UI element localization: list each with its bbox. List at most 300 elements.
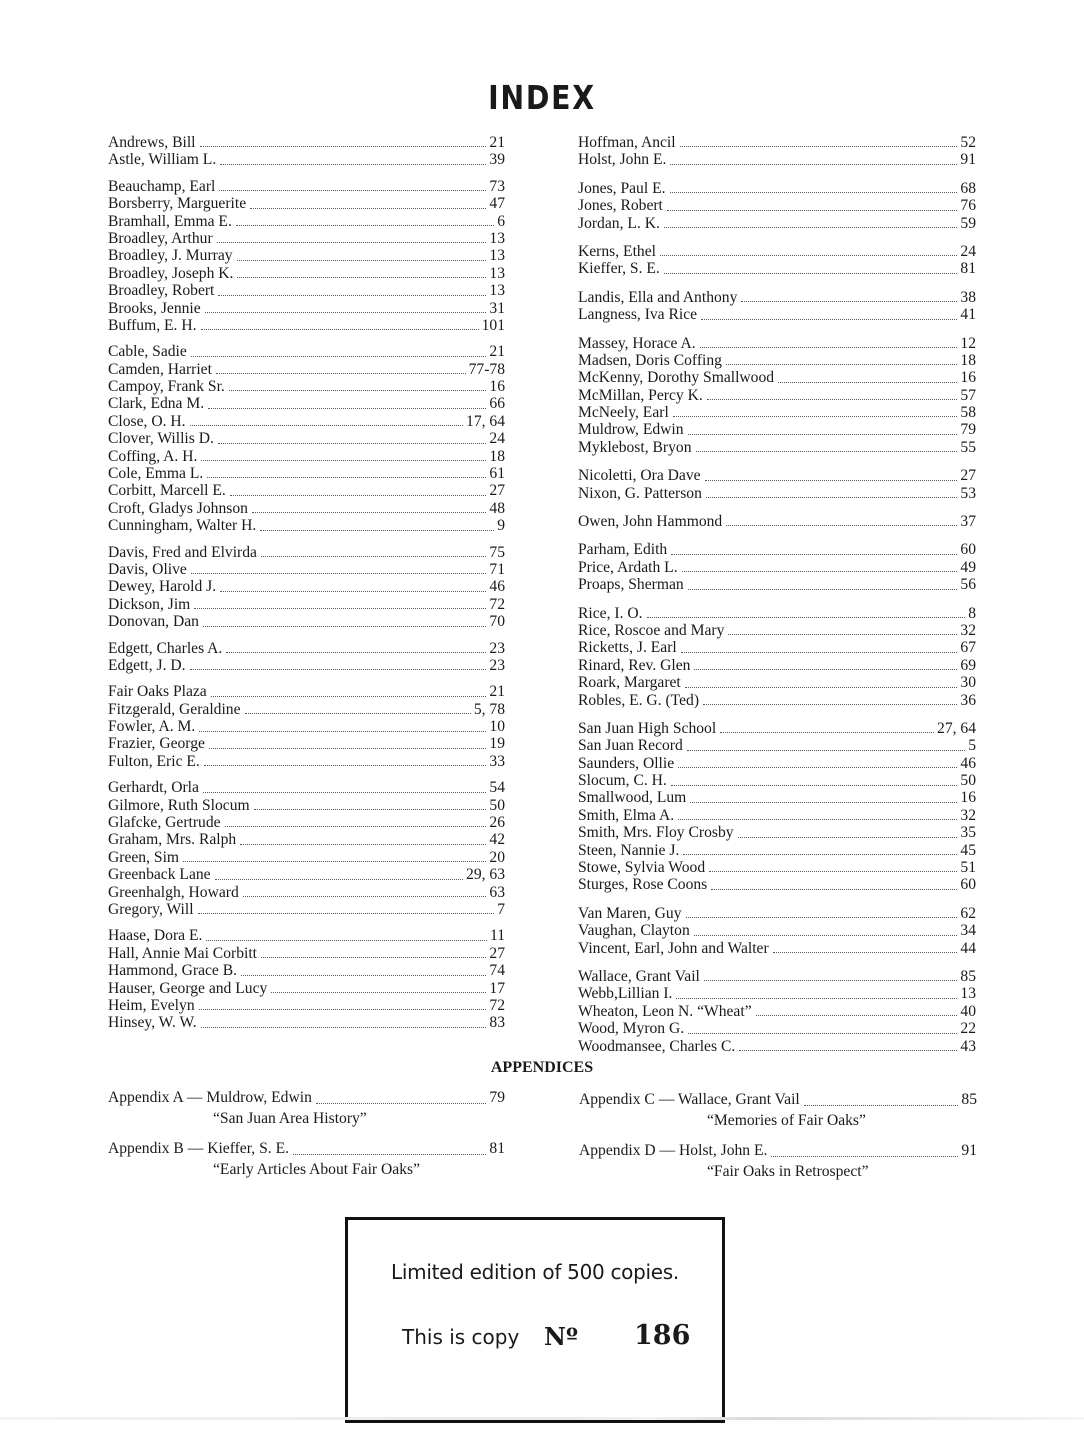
index-entry-page: 17, 64 bbox=[466, 412, 505, 430]
index-entry bbox=[578, 439, 976, 456]
index-entry bbox=[108, 413, 505, 430]
index-entry bbox=[578, 639, 976, 656]
index-entry bbox=[578, 289, 976, 306]
dot-leader bbox=[205, 312, 487, 313]
index-entry-name: Broadley, Arthur bbox=[108, 229, 213, 247]
dot-leader bbox=[694, 935, 958, 936]
dot-leader bbox=[739, 1050, 957, 1051]
index-entry bbox=[108, 300, 505, 317]
index-entry-page: 54 bbox=[489, 779, 505, 797]
index-letter-group bbox=[578, 134, 976, 169]
index-entry-name: Fair Oaks Plaza bbox=[108, 683, 207, 701]
index-entry-page: 23 bbox=[489, 639, 505, 657]
index-entry-name: Roark, Margaret bbox=[578, 674, 681, 692]
dot-leader bbox=[707, 399, 958, 400]
index-entry bbox=[578, 842, 976, 859]
appendix-entry bbox=[108, 1088, 505, 1108]
dot-leader bbox=[208, 408, 486, 409]
index-entry-name: Smith, Mrs. Floy Crosby bbox=[578, 824, 734, 842]
index-entry-name: Wallace, Grant Vail bbox=[578, 968, 700, 985]
dot-leader bbox=[241, 975, 486, 976]
dot-leader bbox=[237, 277, 486, 278]
dot-leader bbox=[200, 146, 487, 147]
index-entry-page: 29, 63 bbox=[466, 866, 505, 884]
index-entry-page: 33 bbox=[489, 752, 505, 770]
index-entry bbox=[108, 718, 505, 735]
index-entry-page: 50 bbox=[489, 796, 505, 814]
index-entry-name: Jordan, L. K. bbox=[578, 214, 660, 232]
dot-leader bbox=[704, 980, 958, 981]
index-entry-name: Edgett, Charles A. bbox=[108, 639, 223, 657]
dot-leader bbox=[206, 940, 487, 941]
index-entry-page: 8 bbox=[968, 604, 976, 622]
index-entry-name: Davis, Olive bbox=[108, 560, 187, 578]
dot-leader bbox=[220, 164, 486, 165]
index-entry bbox=[108, 657, 505, 674]
index-letter-group bbox=[108, 178, 505, 335]
index-entry-page: 56 bbox=[960, 576, 976, 594]
index-entry-page: 91 bbox=[960, 151, 976, 169]
index-entry-page: 67 bbox=[960, 639, 976, 657]
index-letter-group bbox=[578, 513, 976, 530]
dot-leader bbox=[685, 687, 958, 688]
appendix-entry bbox=[579, 1090, 977, 1110]
dot-leader bbox=[183, 861, 486, 862]
dot-leader bbox=[804, 1105, 959, 1106]
index-entry-name: Proaps, Sherman bbox=[578, 576, 684, 594]
index-entry-name: Stowe, Sylvia Wood bbox=[578, 859, 706, 877]
dot-leader bbox=[678, 819, 957, 820]
index-entry-name: Broadley, J. Murray bbox=[108, 247, 233, 265]
index-entry-page: 76 bbox=[960, 197, 976, 215]
dot-leader bbox=[209, 748, 486, 749]
dot-leader bbox=[703, 704, 957, 705]
appendix-c bbox=[579, 1090, 977, 1132]
index-entry-name: Hall, Annie Mai Corbitt bbox=[108, 944, 257, 962]
dot-leader bbox=[671, 554, 957, 555]
dot-leader bbox=[191, 573, 487, 574]
index-entry-page: 69 bbox=[960, 656, 976, 674]
index-entry bbox=[578, 260, 976, 277]
dot-leader bbox=[771, 1156, 958, 1157]
index-entry bbox=[108, 736, 505, 753]
index-letter-group bbox=[108, 779, 505, 918]
index-entry bbox=[578, 215, 976, 232]
dot-leader bbox=[215, 879, 463, 880]
index-entry-name: Cable, Sadie bbox=[108, 343, 187, 361]
index-entry-name: Parham, Edith bbox=[578, 541, 668, 559]
index-entry bbox=[578, 876, 976, 893]
index-entry bbox=[578, 940, 976, 957]
index-entry-page: 16 bbox=[960, 789, 976, 807]
index-entry-page: 79 bbox=[960, 421, 976, 439]
index-entry bbox=[578, 968, 976, 985]
dot-leader bbox=[726, 364, 957, 365]
index-entry bbox=[108, 448, 505, 465]
dot-leader bbox=[230, 495, 487, 496]
dot-leader bbox=[236, 225, 494, 226]
index-entry-page: 77-78 bbox=[468, 360, 505, 378]
index-entry-name: Slocum, C. H. bbox=[578, 772, 667, 790]
index-entry bbox=[108, 500, 505, 517]
index-entry-name: San Juan Record bbox=[578, 737, 683, 755]
index-entry-name: Saunders, Ollie bbox=[578, 754, 675, 772]
index-entry-page: 16 bbox=[960, 369, 976, 387]
index-entry-page: 30 bbox=[960, 674, 976, 692]
dot-leader bbox=[293, 1154, 486, 1155]
index-entry bbox=[578, 151, 976, 168]
index-entry-name: Brooks, Jennie bbox=[108, 299, 201, 317]
index-entry bbox=[578, 387, 976, 404]
index-entry bbox=[578, 605, 976, 622]
index-entry-page: 11 bbox=[489, 927, 505, 945]
index-entry-name: Steen, Nannie J. bbox=[578, 841, 680, 859]
dot-leader bbox=[728, 634, 957, 635]
index-entry bbox=[578, 859, 976, 876]
dot-leader bbox=[198, 913, 495, 914]
index-entry-page: 70 bbox=[489, 613, 505, 631]
appendix-label: Appendix B — Kieffer, S. E. bbox=[108, 1140, 289, 1157]
dot-leader bbox=[229, 390, 487, 391]
index-entry bbox=[108, 1014, 505, 1031]
index-entry bbox=[578, 674, 976, 691]
appendix-subtitle: “Fair Oaks in Retrospect” bbox=[707, 1163, 869, 1180]
dot-leader bbox=[261, 957, 486, 958]
dot-leader bbox=[700, 347, 958, 348]
index-entry-name: Cole, Emma L. bbox=[108, 465, 204, 483]
index-entry-page: 20 bbox=[489, 848, 505, 866]
index-entry-page: 9 bbox=[497, 517, 505, 535]
index-entry bbox=[578, 755, 976, 772]
index-entry-page: 50 bbox=[960, 772, 976, 790]
index-entry bbox=[578, 197, 976, 214]
dot-leader bbox=[260, 530, 494, 531]
dot-leader bbox=[201, 460, 486, 461]
index-entry bbox=[578, 404, 976, 421]
index-entry-page: 34 bbox=[960, 922, 976, 940]
index-entry-page: 43 bbox=[960, 1037, 976, 1055]
dot-leader bbox=[243, 896, 487, 897]
dot-leader bbox=[190, 425, 463, 426]
index-entry bbox=[108, 945, 505, 962]
dot-leader bbox=[664, 273, 958, 274]
index-entry bbox=[108, 482, 505, 499]
index-entry bbox=[108, 282, 505, 299]
dot-leader bbox=[226, 652, 486, 653]
index-entry bbox=[108, 997, 505, 1014]
index-entry-page: 48 bbox=[489, 499, 505, 517]
dot-leader bbox=[738, 837, 958, 838]
dot-leader bbox=[667, 210, 958, 211]
dot-leader bbox=[705, 480, 958, 481]
index-entry bbox=[108, 683, 505, 700]
index-letter-group bbox=[108, 544, 505, 631]
index-entry bbox=[578, 1003, 976, 1020]
index-entry bbox=[578, 541, 976, 558]
appendix-page: 81 bbox=[489, 1140, 505, 1157]
index-entry-page: 46 bbox=[489, 578, 505, 596]
index-entry bbox=[108, 430, 505, 447]
dot-leader bbox=[218, 295, 486, 296]
index-entry-page: 85 bbox=[960, 968, 976, 985]
index-entry-page: 12 bbox=[960, 334, 976, 352]
index-entry-name: Massey, Horace A. bbox=[578, 334, 696, 352]
index-entry-page: 60 bbox=[960, 876, 976, 894]
index-entry-name: Hauser, George and Lucy bbox=[108, 979, 268, 997]
dot-leader bbox=[711, 889, 957, 890]
index-entry-name: Cunningham, Walter H. bbox=[108, 517, 257, 535]
index-entry-name: Edgett, J. D. bbox=[108, 656, 186, 674]
index-entry-page: 13 bbox=[489, 229, 505, 247]
index-entry-name: Donovan, Dan bbox=[108, 613, 199, 631]
index-entry-name: McNeely, Earl bbox=[578, 404, 669, 422]
index-entry-page: 75 bbox=[489, 543, 505, 561]
index-letter-group bbox=[578, 720, 976, 894]
index-entry bbox=[108, 517, 505, 534]
index-entry-page: 40 bbox=[960, 1002, 976, 1020]
dot-leader bbox=[671, 785, 958, 786]
index-entry-name: Jones, Robert bbox=[578, 197, 663, 215]
index-entry-page: 24 bbox=[960, 242, 976, 260]
index-entry bbox=[578, 807, 976, 824]
index-entry-page: 61 bbox=[489, 465, 505, 483]
dot-leader bbox=[773, 952, 958, 953]
dot-leader bbox=[199, 1009, 487, 1010]
copy-label: This is copy bbox=[402, 1325, 520, 1349]
appendix-label: Appendix A — Muldrow, Edwin bbox=[108, 1089, 312, 1106]
index-entry bbox=[108, 343, 505, 360]
dot-leader bbox=[756, 1015, 958, 1016]
dot-leader bbox=[688, 589, 958, 590]
index-letter-group bbox=[578, 243, 976, 278]
dot-leader bbox=[261, 556, 486, 557]
index-entry bbox=[578, 467, 976, 484]
appendix-subtitle: “San Juan Area History” bbox=[213, 1110, 367, 1127]
index-entry bbox=[108, 884, 505, 901]
index-entry-name: Langness, Iva Rice bbox=[578, 306, 698, 324]
index-entry-name: Price, Ardath L. bbox=[578, 558, 678, 576]
index-entry bbox=[108, 561, 505, 578]
index-entry-page: 7 bbox=[497, 901, 505, 918]
dot-leader bbox=[201, 1027, 487, 1028]
index-entry-page: 23 bbox=[489, 656, 505, 674]
index-entry bbox=[108, 578, 505, 595]
dot-leader bbox=[191, 356, 487, 357]
index-entry-page: 6 bbox=[497, 212, 505, 230]
index-letter-group bbox=[578, 180, 976, 232]
index-entry-name: McMillan, Percy K. bbox=[578, 386, 703, 404]
index-entry-page: 17 bbox=[489, 979, 505, 997]
index-entry bbox=[108, 901, 505, 918]
page-title: INDEX bbox=[488, 78, 596, 117]
appendix-page: 85 bbox=[961, 1091, 977, 1108]
index-entry-page: 32 bbox=[960, 621, 976, 639]
dot-leader bbox=[218, 443, 487, 444]
index-letter-group bbox=[108, 683, 505, 770]
index-entry-name: Beauchamp, Earl bbox=[108, 177, 216, 195]
index-entry-name: Landis, Ella and Anthony bbox=[578, 288, 738, 306]
index-entry bbox=[108, 151, 505, 168]
index-letter-group bbox=[578, 467, 976, 502]
appendix-entry bbox=[108, 1139, 505, 1159]
index-entry bbox=[578, 657, 976, 674]
index-entry bbox=[578, 352, 976, 369]
index-entry bbox=[108, 779, 505, 796]
index-entry bbox=[108, 613, 505, 630]
appendices-heading: APPENDICES bbox=[490, 1059, 594, 1076]
index-letter-group bbox=[578, 905, 976, 957]
index-entry-page: 21 bbox=[489, 343, 505, 361]
index-entry-name: McKenny, Dorothy Smallwood bbox=[578, 369, 775, 387]
dot-leader bbox=[647, 617, 966, 618]
index-entry-page: 27, 64 bbox=[937, 719, 976, 737]
dot-leader bbox=[683, 854, 957, 855]
index-entry bbox=[108, 544, 505, 561]
index-entry-name: Jones, Paul E. bbox=[578, 179, 666, 197]
index-entry-page: 18 bbox=[489, 447, 505, 465]
index-entry bbox=[108, 797, 505, 814]
index-entry-name: Camden, Harriet bbox=[108, 360, 212, 378]
index-entry-page: 16 bbox=[489, 378, 505, 396]
index-entry-name: Croft, Gladys Johnson bbox=[108, 499, 248, 517]
index-entry bbox=[108, 361, 505, 378]
edition-statement: Limited edition of 500 copies. bbox=[391, 1260, 679, 1284]
index-entry bbox=[108, 134, 505, 151]
index-entry-name: Gregory, Will bbox=[108, 901, 194, 918]
index-entry-name: Greenback Lane bbox=[108, 866, 211, 884]
index-entry-page: 27 bbox=[489, 482, 505, 500]
dot-leader bbox=[250, 208, 486, 209]
index-entry bbox=[578, 243, 976, 260]
index-entry-name: Woodmansee, Charles C. bbox=[578, 1037, 736, 1055]
index-entry-page: 58 bbox=[960, 404, 976, 422]
index-entry-page: 35 bbox=[960, 824, 976, 842]
dot-leader bbox=[741, 301, 957, 302]
index-entry bbox=[108, 395, 505, 412]
index-entry-name: Hinsey, W. W. bbox=[108, 1014, 197, 1032]
dot-leader bbox=[203, 792, 486, 793]
appendix-a bbox=[108, 1088, 505, 1130]
dot-leader bbox=[778, 382, 957, 383]
scan-edge bbox=[0, 1417, 1084, 1420]
index-entry-name: Nicoletti, Ora Dave bbox=[578, 467, 701, 485]
index-entry bbox=[578, 692, 976, 709]
index-entry-name: Glafcke, Gertrude bbox=[108, 814, 221, 832]
index-entry bbox=[578, 985, 976, 1002]
dot-leader bbox=[670, 164, 957, 165]
index-entry-name: Davis, Fred and Elvirda bbox=[108, 543, 257, 561]
index-entry-name: Dickson, Jim bbox=[108, 595, 191, 613]
index-entry-name: Fulton, Eric E. bbox=[108, 752, 200, 770]
dot-leader bbox=[701, 319, 957, 320]
index-entry-page: 41 bbox=[960, 306, 976, 324]
index-entry-name: Myklebost, Bryon bbox=[578, 438, 692, 456]
index-entry-name: Smallwood, Lum bbox=[578, 789, 687, 807]
index-entry bbox=[108, 265, 505, 282]
dot-leader bbox=[254, 809, 487, 810]
index-entry bbox=[108, 178, 505, 195]
dot-leader bbox=[680, 146, 958, 147]
index-entry-name: Astle, William L. bbox=[108, 151, 217, 169]
index-entry-name: Rice, Roscoe and Mary bbox=[578, 621, 725, 639]
index-entry-page: 31 bbox=[489, 299, 505, 317]
index-entry-name: Nixon, G. Patterson bbox=[578, 484, 702, 502]
index-column-left bbox=[108, 134, 505, 1041]
index-entry-page: 32 bbox=[960, 806, 976, 824]
dot-leader bbox=[216, 373, 466, 374]
index-entry-page: 13 bbox=[489, 264, 505, 282]
index-entry bbox=[108, 849, 505, 866]
index-entry bbox=[578, 559, 976, 576]
dot-leader bbox=[237, 260, 487, 261]
dot-leader bbox=[190, 669, 487, 670]
index-letter-group bbox=[108, 343, 505, 534]
index-entry bbox=[108, 831, 505, 848]
index-entry bbox=[578, 421, 976, 438]
index-entry bbox=[578, 306, 976, 323]
index-entry-name: Gerhardt, Orla bbox=[108, 779, 199, 797]
index-entry-name: Holst, John E. bbox=[578, 151, 667, 169]
index-entry-name: Vaughan, Clayton bbox=[578, 922, 690, 940]
index-entry bbox=[578, 1038, 976, 1055]
appendix-subtitle: “Memories of Fair Oaks” bbox=[707, 1112, 866, 1129]
index-entry-name: Kerns, Ethel bbox=[578, 242, 656, 260]
index-entry-name: Broadley, Joseph K. bbox=[108, 264, 234, 282]
dot-leader bbox=[696, 451, 958, 452]
index-entry bbox=[108, 814, 505, 831]
index-entry-name: Gilmore, Ruth Slocum bbox=[108, 796, 250, 814]
index-entry-page: 71 bbox=[489, 560, 505, 578]
appendix-entry bbox=[579, 1141, 977, 1161]
index-entry-name: Ricketts, J. Earl bbox=[578, 639, 677, 657]
number-sign: Nº bbox=[544, 1322, 578, 1351]
index-entry bbox=[108, 980, 505, 997]
index-entry-page: 13 bbox=[489, 282, 505, 300]
index-entry bbox=[108, 213, 505, 230]
index-entry-page: 26 bbox=[489, 814, 505, 832]
index-letter-group bbox=[578, 289, 976, 324]
index-entry-name: San Juan High School bbox=[578, 719, 717, 737]
index-entry-name: Corbitt, Marcell E. bbox=[108, 482, 226, 500]
index-entry bbox=[108, 701, 505, 718]
dot-leader bbox=[225, 826, 487, 827]
dot-leader bbox=[690, 802, 957, 803]
dot-leader bbox=[194, 608, 486, 609]
copy-number: 186 bbox=[634, 1320, 691, 1351]
appendix-page: 91 bbox=[961, 1142, 977, 1159]
index-entry-page: 57 bbox=[960, 386, 976, 404]
index-entry-name: Heim, Evelyn bbox=[108, 996, 195, 1014]
index-entry-name: Broadley, Robert bbox=[108, 282, 215, 300]
index-entry bbox=[108, 596, 505, 613]
limited-edition-box bbox=[345, 1217, 725, 1423]
dot-leader bbox=[726, 525, 957, 526]
dot-leader bbox=[207, 477, 486, 478]
index-entry-name: Rice, I. O. bbox=[578, 604, 643, 622]
index-entry bbox=[108, 640, 505, 657]
index-entry bbox=[578, 720, 976, 737]
dot-leader bbox=[211, 696, 487, 697]
index-entry-page: 44 bbox=[960, 939, 976, 957]
index-entry bbox=[108, 753, 505, 770]
index-entry-name: Madsen, Doris Coffing bbox=[578, 351, 722, 369]
dot-leader bbox=[706, 497, 958, 498]
dot-leader bbox=[673, 416, 958, 417]
index-entry-page: 18 bbox=[960, 351, 976, 369]
index-entry-page: 42 bbox=[489, 831, 505, 849]
index-entry-page: 45 bbox=[960, 841, 976, 859]
index-entry-page: 66 bbox=[489, 395, 505, 413]
